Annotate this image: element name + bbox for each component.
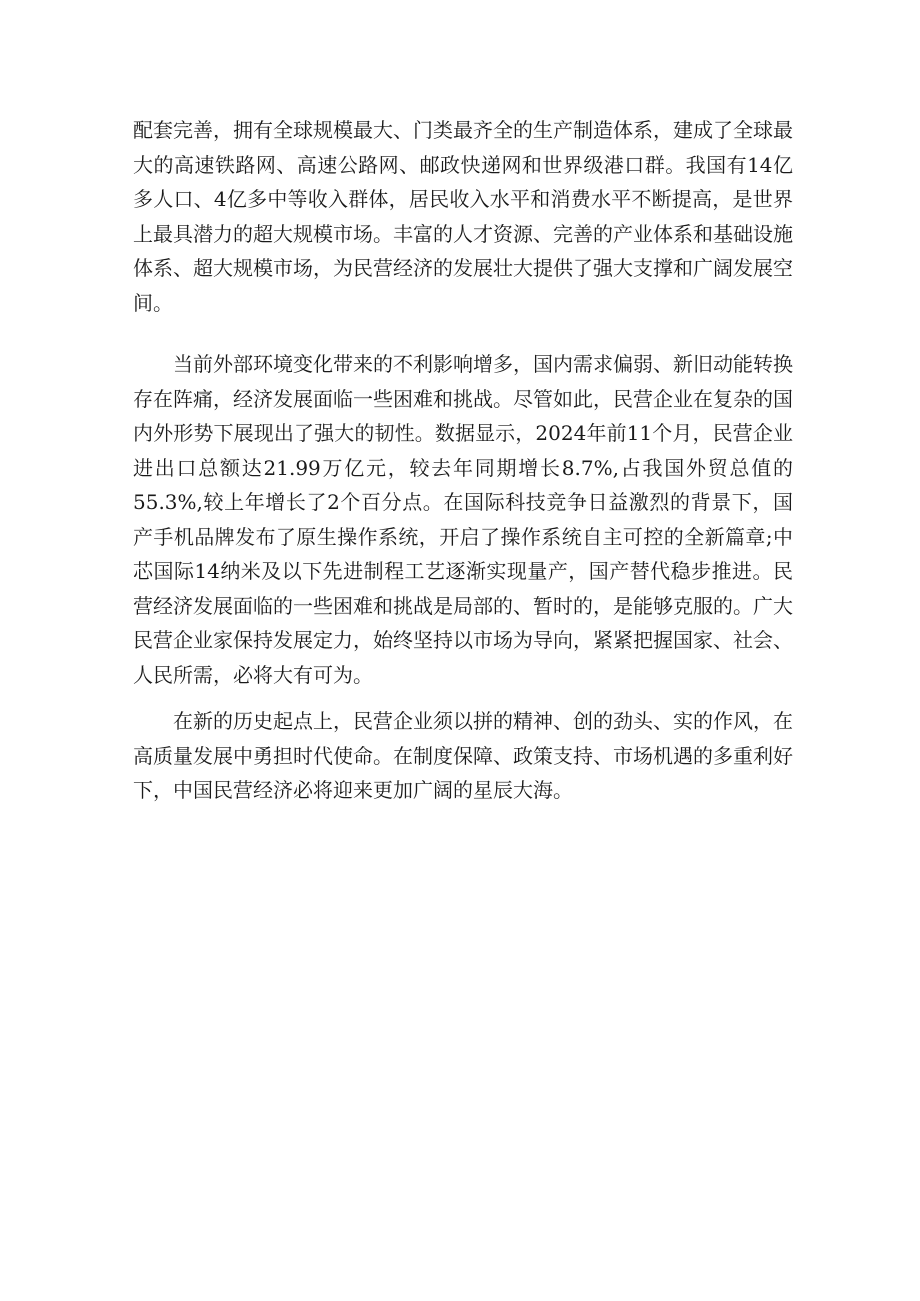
paragraph-1: 配套完善，拥有全球规模最大、门类最齐全的生产制造体系，建成了全球最大的高速铁路网、高速公路网、邮政快递网和世界级港口群。我国有14亿多人口、4亿多中等收入群体，居民收入水平和消费水平不断提高，是世界上最具潜力的超大规模市场。丰富的人才资源、完善的产业体系和基础设施体系、超大规模市场，为民营经济的发展壮大提供了强大支撑和广阔发展空间。 — [133, 118, 793, 315]
paragraph-2: 当前外部环境变化带来的不利影响增多，国内需求偏弱、新旧动能转换存在阵痛，经济发展面临一些困难和挑战。尽管如此，民营企业在复杂的国内外形势下展现出了强大的韧性。数据显示，2024年前11个月，民营企业进出口总额达21.99万亿元，较去年同期增长8.7%,占我国外贸总值的55.3%,较上年增长了2个百分点。在国际科技竞争日益激烈的背景下，国产手机品牌发布了原生操作系统，开启了操作系统自主可控的全新篇章;中芯国际14纳米及以下先进制程工艺逐渐实现量产，国产替代稳步推进。民营经济发展面临的一些困难和挑战是局部的、暂时的，是能够克服的。广大民营企业家保持发展定力，始终坚持以市场为导向，紧紧把握国家、社会、人民所需，必将大有可为。 — [133, 352, 793, 687]
paragraph-3: 在新的历史起点上，民营企业须以拼的精神、创的劲头、实的作风，在高质量发展中勇担时代使命。在制度保障、政策支持、市场机遇的多重利好下，中国民营经济必将迎来更加广阔的星辰大海。 — [133, 709, 793, 802]
document-body — [133, 113, 793, 808]
